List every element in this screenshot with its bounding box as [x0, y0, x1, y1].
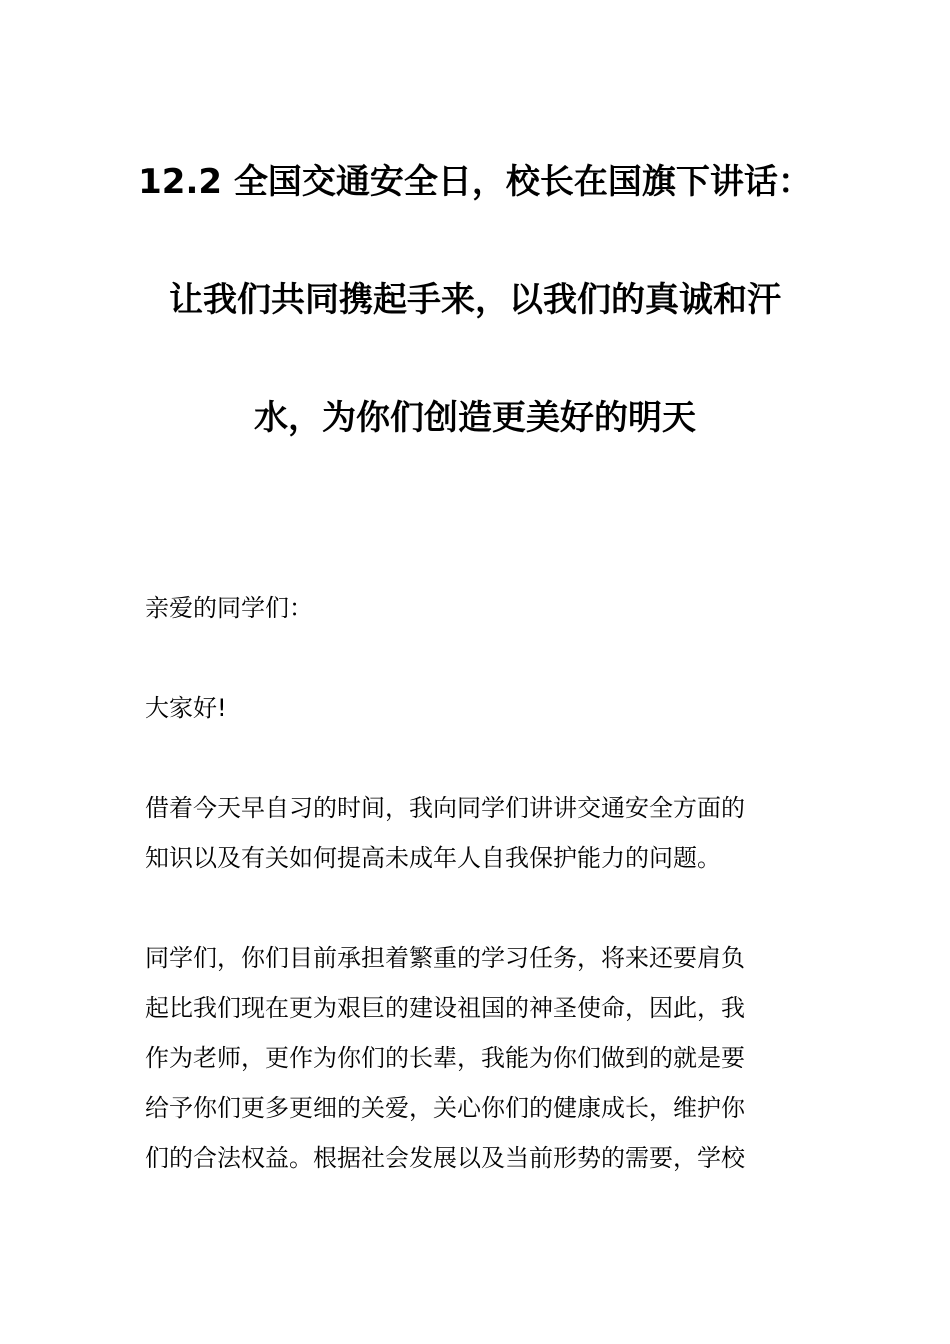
title-line-3: 水，为你们创造更美好的明天	[254, 398, 696, 438]
paragraph-2-line: 同学们，你们目前承担着繁重的学习任务，将来还要肩负	[145, 944, 745, 972]
paragraph-2-line: 起比我们现在更为艰巨的建设祖国的神圣使命，因此，我	[145, 994, 745, 1022]
greeting-text: 亲爱的同学们：	[145, 594, 313, 622]
paragraph-1-line: 知识以及有关如何提高未成年人自我保护能力的问题。	[145, 844, 721, 872]
paragraph-1-line: 借着今天早自习的时间，我向同学们讲讲交通安全方面的	[145, 794, 745, 822]
title-line-1: 12.2 全国交通安全日，校长在国旗下讲话：	[138, 162, 812, 202]
hello-text: 大家好!	[145, 694, 227, 722]
greeting	[145, 583, 810, 633]
paragraph-2-line: 作为老师，更作为你们的长辈，我能为你们做到的就是要	[145, 1044, 745, 1072]
paragraph-2-line: 们的合法权益。根据社会发展以及当前形势的需要，学校	[145, 1144, 745, 1172]
paragraph-1	[145, 783, 810, 883]
paragraph-2-line: 给予你们更多更细的关爱，关心你们的健康成长，维护你	[145, 1094, 745, 1122]
hello	[145, 683, 810, 733]
title-line-2: 让我们共同携起手来，以我们的真诚和汗	[169, 280, 781, 320]
paragraph-2	[145, 933, 810, 1183]
